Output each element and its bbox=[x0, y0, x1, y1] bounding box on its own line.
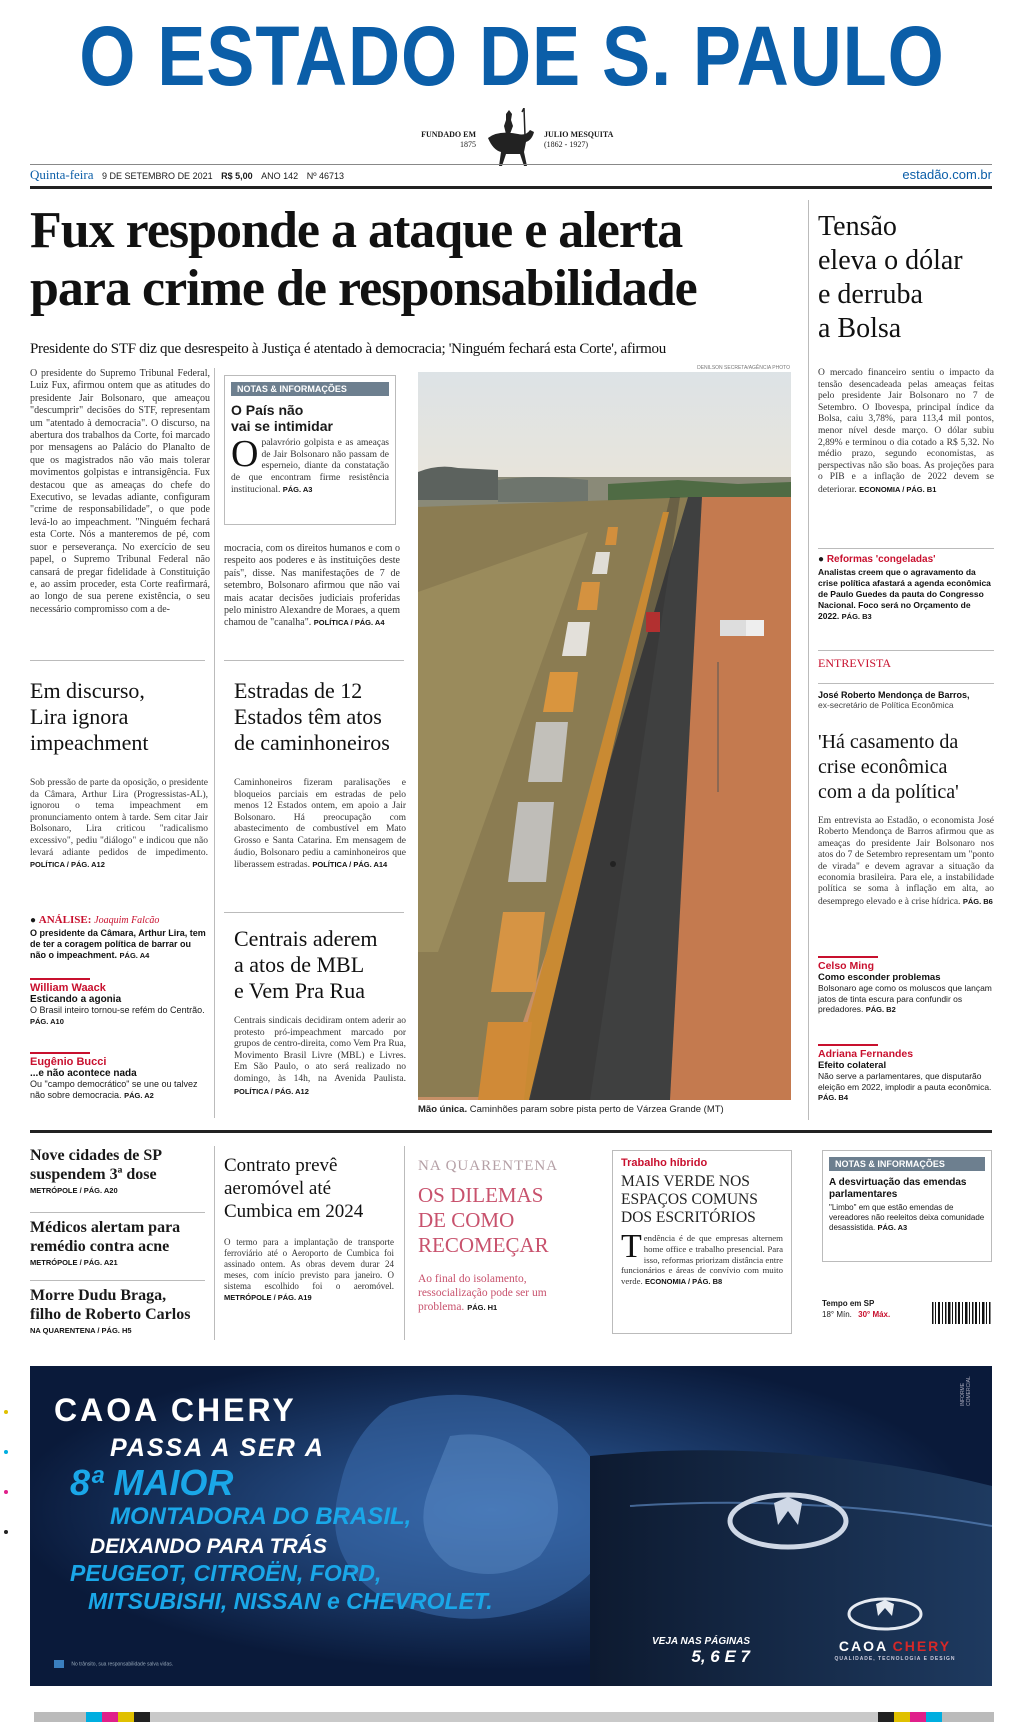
brief1-line2: suspendem 3ª dose bbox=[30, 1166, 157, 1183]
ad-logo-chery: CHERY bbox=[892, 1638, 952, 1654]
lira-headline[interactable] bbox=[30, 678, 210, 756]
centrais-text-block bbox=[234, 1016, 406, 1098]
estradas-headline-line1: Estradas de 12 bbox=[234, 678, 363, 703]
date-line bbox=[30, 167, 992, 183]
centrais-headline-line3: e Vem Pra Rua bbox=[234, 978, 365, 1003]
estradas-headline-line3: de caminhoneiros bbox=[234, 730, 390, 755]
divider bbox=[818, 650, 994, 651]
trucks-highway-photo[interactable] bbox=[418, 372, 791, 1100]
red-bar bbox=[818, 956, 878, 958]
adriana-author: Adriana Fernandes bbox=[818, 1048, 914, 1060]
bullet-icon: ● bbox=[30, 915, 37, 926]
ad-line4: PEUGEOT, CITROËN, FORD, bbox=[70, 1560, 382, 1586]
notes2-title: A desvirtuação das emendas parlamentares bbox=[829, 1177, 967, 1200]
brief3-line2: filho de Roberto Carlos bbox=[30, 1306, 191, 1323]
analise-author: Joaquim Falcão bbox=[94, 915, 160, 926]
centrais-text: Centrais sindicais decidiram ontem aderir ao protesto pró-impeachment marcado por grupos de centro-direita, como Vem Pra Rua, Movimento Brasil Livre (MBL) e Livres. Em São Paulo, o ato será realizado no domingo, às 14h, na Avenida Paulista. bbox=[234, 1016, 406, 1084]
quarentena-line2: DE COMO bbox=[418, 1208, 515, 1232]
celso-text-block bbox=[818, 983, 994, 1016]
red-bar bbox=[818, 1044, 878, 1046]
divider bbox=[808, 200, 809, 1120]
entrevista-headline-line3: com a da política' bbox=[818, 781, 959, 803]
dolar-text-block bbox=[818, 368, 994, 497]
bucci-title: ...e não acontece nada bbox=[30, 1068, 137, 1079]
entrevista-label: ENTREVISTA bbox=[818, 656, 892, 670]
ad-side-label: INFORME COMERCIAL bbox=[960, 1376, 972, 1406]
masthead-rule-top bbox=[30, 164, 992, 165]
divider bbox=[818, 548, 994, 549]
estradas-ref: POLÍTICA / PÁG. A14 bbox=[312, 860, 388, 870]
bucci-ref: PÁG. A2 bbox=[124, 1091, 154, 1100]
notes-dropcap: O bbox=[231, 433, 259, 475]
dolar-headline-line3: e derruba bbox=[818, 279, 923, 310]
ad-brand: CAOA CHERY bbox=[54, 1392, 297, 1428]
trabalho-text: endência é de que empresas alternem home office e trabalho presencial. Para isso, reformas priorizam distância entre funcionários e áreas de convívio com muito verde. bbox=[621, 1233, 783, 1287]
chery-advertisement[interactable] bbox=[30, 1366, 992, 1686]
trabalho-ref: ECONOMIA / PÁG. B8 bbox=[644, 1277, 723, 1287]
lead-body-col1: O presidente do Supremo Tribunal Federal, Luiz Fux, afirmou ontem que as atitudes do presidente Jair Bolsonaro, que ameaçou "descumprir" decisões do STF, representam um "atentado à democracia". O discurso, na abertura dos trabalhos da Corte, foi marcado por mensagens ao Palácio do Planalto de que os magistrados não vão mais tolerar movimentos golpistas e intransigência. Fux destacou que as ameaças do chefe do Executivo, se levadas adiante, configuram "crime de responsabilidade", o que pode levá-lo ao impeachment. "Ninguém fechará esta Corte. Nós a manteremos de pé, com suor e perseverança. No exercício de seu papel, o Supremo Tribunal Federal não cansará de pregar fidelidade à Constituição e, ao assim proceder, esta Corte reafirmará, ao longo de sua perene existência, o seu necessário compromisso com a de- bbox=[30, 368, 210, 615]
quarentena-line1: OS DILEMAS bbox=[418, 1183, 544, 1207]
brief-vacina[interactable] bbox=[30, 1146, 210, 1195]
divider bbox=[224, 660, 404, 661]
trabalho-line3: DOS ESCRITÓRIOS bbox=[621, 1209, 756, 1226]
estradas-headline-line2: Estados têm atos bbox=[234, 704, 382, 729]
ad-tagline: QUALIDADE, TECNOLOGIA E DESIGN bbox=[834, 1656, 956, 1662]
weather-min: 18° Mín. bbox=[822, 1310, 852, 1319]
celso-author: Celso Ming bbox=[818, 960, 875, 972]
weekday: Quinta-feira bbox=[30, 167, 94, 182]
divider bbox=[404, 1146, 405, 1340]
lira-headline-line1: Em discurso, bbox=[30, 678, 145, 703]
entrevista-role: ex-secretário de Política Econômica bbox=[818, 700, 954, 710]
ad-disclaimer-text: No trânsito, sua responsabilidade salva vidas. bbox=[71, 1661, 174, 1668]
dolar-headline-line4: a Bolsa bbox=[818, 313, 902, 344]
waack-text: O Brasil inteiro tornou-se refém do Centrão. bbox=[30, 1005, 205, 1015]
notes2-text: "Limbo" em que estão emendas de vereadores não reeleitos deixa comunidade desassistida. bbox=[829, 1203, 985, 1232]
ad-line3: DEIXANDO PARA TRÁS bbox=[90, 1535, 327, 1558]
notes-text: palavrório golpista e as ameaças de Jair Bolsonaro não passam de esperneio, diante da constatação de que encontram firme resistência institucional. bbox=[231, 438, 389, 495]
year: ANO 142 bbox=[261, 171, 299, 181]
divider bbox=[224, 912, 404, 913]
ad-pages-numbers: 5, 6 E 7 bbox=[691, 1647, 750, 1666]
estradas-headline[interactable] bbox=[234, 678, 414, 756]
brief1-headline bbox=[30, 1146, 210, 1184]
lira-text: Sob pressão de parte da oposição, o presidente da Câmara, Arthur Lira (Progressistas-AL), ignorou o tema impeachment em pronunciamento ontem à tarde. Sem citar Jair Bolsonaro, Lira criticou "radicalismo excessivo", pediu "diálogo" e indicou que não levará adiante pedidos de impedimento. bbox=[30, 778, 208, 858]
trabalho-text-block bbox=[621, 1228, 783, 1288]
reformas-heading bbox=[818, 554, 994, 565]
celso-column[interactable] bbox=[818, 956, 994, 1016]
brief3-ref: NA QUARENTENA / PÁG. H5 bbox=[30, 1326, 132, 1335]
aero-line3: Cumbica em 2024 bbox=[224, 1201, 364, 1222]
ad-line1: PASSA A SER A bbox=[110, 1434, 325, 1462]
adriana-text-block bbox=[818, 1071, 994, 1104]
celso-text: Bolsonaro age como os moluscos que lançam jatos de tinta escura para confundir os predadores. bbox=[818, 983, 992, 1014]
divider bbox=[214, 1146, 215, 1340]
notes2-text-block bbox=[829, 1203, 985, 1233]
ad-line5: MITSUBISHI, NISSAN e CHEVROLET. bbox=[88, 1588, 493, 1614]
aero-headline bbox=[224, 1154, 394, 1223]
ad-rank: 8ª MAIOR bbox=[70, 1462, 234, 1503]
analise-ref: PÁG. A4 bbox=[119, 951, 150, 960]
adriana-title: Efeito colateral bbox=[818, 1060, 887, 1071]
dolar-ref: ECONOMIA / PÁG. B1 bbox=[859, 484, 937, 494]
entrevista-name: José Roberto Mendonça de Barros, bbox=[818, 690, 970, 700]
aeromovel-story[interactable] bbox=[224, 1154, 394, 1303]
red-bar bbox=[30, 1052, 90, 1054]
quarentena-headline bbox=[418, 1183, 584, 1258]
newspaper-title: O ESTADO DE S. PAULO bbox=[79, 9, 945, 103]
celso-ref: PÁG. B2 bbox=[865, 1005, 896, 1014]
analise-block[interactable] bbox=[30, 914, 208, 961]
founder-years: (1862 - 1927) bbox=[544, 140, 588, 149]
aero-line2: aeromóvel até bbox=[224, 1178, 332, 1199]
lead-body-col2-ref: POLÍTICA / PÁG. A4 bbox=[313, 618, 385, 628]
entrevista-headline-line2: crise econômica bbox=[818, 756, 948, 778]
ad-line2: MONTADORA DO BRASIL, bbox=[110, 1503, 412, 1530]
photo-credit: DENILSON SECRETA/AGÊNCIA PHOTO bbox=[697, 365, 790, 371]
color-bar bbox=[34, 1712, 994, 1722]
brief2-line2: remédio contra acne bbox=[30, 1238, 170, 1255]
adriana-ref: PÁG. B4 bbox=[818, 1093, 849, 1102]
lead-headline[interactable] bbox=[30, 202, 810, 318]
bucci-text-block bbox=[30, 1079, 208, 1101]
quarentena-label: NA QUARENTENA bbox=[418, 1158, 559, 1174]
quarentena-text: Ao final do isolamento, ressocialização pode ser um problema. bbox=[418, 1273, 547, 1313]
entrevista-headline[interactable] bbox=[818, 730, 998, 805]
founded-label: FUNDADO EM bbox=[421, 130, 476, 139]
divider bbox=[818, 683, 994, 684]
quarentena-text-block bbox=[418, 1272, 584, 1315]
trabalho-label: Trabalho híbrido bbox=[621, 1157, 708, 1169]
ad-logo bbox=[820, 1638, 970, 1662]
weather-max: 30° Máx. bbox=[858, 1310, 891, 1319]
price: R$ 5,00 bbox=[221, 171, 253, 181]
notes-title bbox=[231, 402, 389, 434]
analise-heading bbox=[30, 914, 208, 926]
founded-year: 1875 bbox=[460, 140, 476, 149]
reformas-text: Analistas creem que o agravamento da crise política afastará a agenda econômica de Paulo Guedes da pauta do Congresso Nacional. Foco será no Orçamento de 2022. bbox=[818, 567, 991, 621]
dolar-headline[interactable] bbox=[818, 210, 998, 346]
aero-ref: METRÓPOLE / PÁG. A19 bbox=[224, 1293, 312, 1302]
notes-title-line1: O País não bbox=[231, 402, 304, 418]
notes2-box[interactable] bbox=[822, 1150, 992, 1262]
waack-ref: PÁG. A10 bbox=[30, 1017, 64, 1026]
waack-text-block bbox=[30, 1005, 208, 1027]
centrais-headline[interactable] bbox=[234, 926, 414, 1004]
quarentena-ref: PÁG. H1 bbox=[467, 1303, 498, 1312]
photo-caption bbox=[418, 1104, 791, 1115]
entrevista-ref: PÁG. B6 bbox=[962, 896, 993, 906]
quarentena-promo[interactable] bbox=[418, 1158, 584, 1315]
notes-text-block bbox=[231, 433, 389, 497]
waack-title: Esticando a agonia bbox=[30, 994, 122, 1005]
reformas-block[interactable] bbox=[818, 554, 994, 622]
lira-headline-line2: Lira ignora bbox=[30, 704, 129, 729]
estradas-text: Caminhoneiros fizeram paralisações e bloqueios parciais em estradas de pelo menos 12 Estados ontem, em apoio a Jair Bolsonaro. Há preocupação com abastecimento de combustível em Mato Grosso e Santa Catarina. Em mensagem de áudio, Bolsonaro pediu a caminhoneiros que liberassem estradas. bbox=[234, 778, 406, 871]
ad-pages-label: VEJA NAS PÁGINAS bbox=[652, 1636, 750, 1647]
lira-headline-line3: impeachment bbox=[30, 730, 149, 755]
centrais-ref: POLÍTICA / PÁG. A12 bbox=[234, 1086, 309, 1096]
notes-box[interactable] bbox=[224, 375, 396, 525]
reformas-ref: PÁG. B3 bbox=[841, 612, 872, 621]
date: 9 DE SETEMBRO DE 2021 bbox=[102, 171, 213, 181]
trabalho-line1: MAIS VERDE NOS bbox=[621, 1173, 750, 1190]
brief1-ref: METRÓPOLE / PÁG. A20 bbox=[30, 1186, 118, 1195]
lead-headline-line2: para crime de responsabilidade bbox=[30, 260, 697, 317]
lead-deck: Presidente do STF diz que desrespeito à Justiça é atentado à democracia; 'Ninguém fechará esta Corte', afirmou bbox=[30, 341, 666, 357]
horseman-logo-icon bbox=[478, 108, 538, 170]
brief-dudu[interactable] bbox=[30, 1286, 214, 1335]
ad-disclaimer bbox=[54, 1660, 173, 1668]
founder-name: JULIO MESQUITA bbox=[544, 130, 614, 139]
photo-caption-bold: Mão única. bbox=[418, 1104, 468, 1115]
divider bbox=[30, 660, 205, 661]
estradas-text-block bbox=[234, 778, 406, 872]
dolar-headline-line1: Tensão bbox=[818, 211, 897, 242]
founder-block bbox=[544, 130, 664, 150]
ad-logo-caoa: CAOA bbox=[838, 1638, 889, 1654]
traffic-icon bbox=[54, 1660, 64, 1668]
waack-column[interactable] bbox=[30, 978, 208, 1027]
adriana-text: Não serve a parlamentares, que disputarão eleição em 2022, implodir a pauta econômica. bbox=[818, 1071, 992, 1092]
print-dots bbox=[4, 1410, 10, 1550]
brief2-line1: Médicos alertam para bbox=[30, 1219, 181, 1236]
trabalho-dropcap: T bbox=[621, 1228, 642, 1265]
notes2-ref: PÁG. A3 bbox=[877, 1223, 908, 1232]
bucci-text: Ou "campo democrático" se une ou talvez não sobre democracia. bbox=[30, 1079, 198, 1100]
notes2-label: NOTAS & INFORMAÇÕES bbox=[829, 1157, 985, 1171]
quarentena-line3: RECOMEÇAR bbox=[418, 1233, 549, 1257]
notes-label: NOTAS & INFORMAÇÕES bbox=[231, 382, 389, 396]
reformas-title: Reformas 'congeladas' bbox=[826, 554, 936, 565]
analise-text-block bbox=[30, 928, 208, 961]
brief3-headline bbox=[30, 1286, 214, 1324]
divider bbox=[214, 368, 215, 1118]
brief2-ref: METRÓPOLE / PÁG. A21 bbox=[30, 1258, 118, 1267]
aero-line1: Contrato prevê bbox=[224, 1155, 338, 1176]
brief2-headline bbox=[30, 1218, 210, 1256]
celso-title: Como esconder problemas bbox=[818, 972, 941, 983]
site-link[interactable]: estadão.com.br bbox=[902, 167, 992, 182]
founded-block bbox=[380, 130, 476, 150]
lira-text-block bbox=[30, 778, 208, 872]
aero-text-block bbox=[224, 1237, 394, 1303]
brief1-line1: Nove cidades de SP bbox=[30, 1147, 162, 1164]
trabalho-box[interactable] bbox=[612, 1150, 792, 1334]
divider bbox=[30, 1280, 205, 1281]
adriana-column[interactable] bbox=[818, 1044, 994, 1104]
trabalho-line2: ESPAÇOS COMUNS bbox=[621, 1191, 758, 1208]
lead-headline-line1: Fux responde a ataque e alerta bbox=[30, 202, 683, 259]
lead-body-col2-text: mocracia, com os direitos humanos e com o respeito aos poderes e às instituições deste país", disse. Nas manifestações de 7 de setembro, Bolsonaro afirmou que não vai mais acatar decisões judiciais proferidas pelo ministro Alexandre de Moraes, a quem chamou de "canalha". bbox=[224, 543, 400, 629]
analise-label: ANÁLISE: bbox=[38, 914, 92, 926]
entrevista-text-block bbox=[818, 816, 994, 908]
photo-caption-text: Caminhões param sobre pista perto de Várzea Grande (MT) bbox=[469, 1104, 724, 1115]
barcode-icon bbox=[930, 1296, 992, 1330]
centrais-headline-line1: Centrais aderem bbox=[234, 926, 378, 951]
reformas-text-block bbox=[818, 567, 994, 622]
entrevista-name-block bbox=[818, 690, 998, 710]
edition: Nº 46713 bbox=[306, 171, 345, 181]
red-bar bbox=[30, 978, 90, 980]
analise-text: O presidente da Câmara, Arthur Lira, tem de ter a coragem política de barrar ou não o impeachment. bbox=[30, 928, 206, 960]
bottom-strip-rule bbox=[30, 1130, 992, 1133]
dolar-headline-line2: eleva o dólar bbox=[818, 245, 963, 276]
brief3-line1: Morre Dudu Braga, bbox=[30, 1287, 167, 1304]
ad-pages bbox=[590, 1636, 750, 1667]
bullet-icon: ● bbox=[818, 554, 825, 565]
trabalho-headline bbox=[621, 1173, 783, 1227]
weather-label: Tempo em SP bbox=[822, 1299, 875, 1308]
masthead-rule-bottom bbox=[30, 186, 992, 189]
lira-ref: POLÍTICA / PÁG. A12 bbox=[30, 860, 105, 870]
divider bbox=[30, 1212, 205, 1213]
bucci-column[interactable] bbox=[30, 1052, 208, 1101]
centrais-headline-line2: a atos de MBL bbox=[234, 952, 365, 977]
dolar-text: O mercado financeiro sentiu o impacto da tensão desencadeada pelas ameaças feitas pelo presidente Jair Bolsonaro no 7 de Setembro. O Ibovespa, principal índice da Bolsa, caiu 3,78%, para 113,4 mil pontos, menor nível desde março. O dólar subiu 2,89% e terminou o dia cotado a R$ 5,32. No médio prazo, segundo economistas, as perspectivas não são boas. As projeções para o PIB e a inflação de 2022 devem se deteriorar. bbox=[818, 368, 994, 495]
brief-acne[interactable] bbox=[30, 1218, 210, 1267]
waack-author: William Waack bbox=[30, 982, 106, 994]
weather-block bbox=[822, 1298, 902, 1320]
notes-title-line2: vai se intimidar bbox=[231, 418, 333, 434]
bucci-author: Eugênio Bucci bbox=[30, 1056, 107, 1068]
notes-ref: PÁG. A3 bbox=[282, 485, 313, 494]
lead-body-col2 bbox=[224, 543, 400, 630]
aero-text: O termo para a implantação de transporte ferroviário até o Aeroporto de Cumbica foi assinado ontem. As obras devem durar 24 meses, com início previsto para janeiro. O sistema escolhido foi o aeromóvel. bbox=[224, 1237, 394, 1291]
ad-copy bbox=[70, 1434, 710, 1615]
entrevista-text: Em entrevista ao Estadão, o economista José Roberto Mendonça de Barros afirmou que as ameaças do presidente Jair Bolsonaro nos atos do 7 de Setembro representam um "ponto de virada" e devem agravar a situação da economia brasileira. Para ele, a instabilidade política se soma à inflação em alta, ao desemprego elevado e à crise hídrica. bbox=[818, 816, 994, 907]
entrevista-headline-line1: 'Há casamento da bbox=[818, 731, 959, 753]
